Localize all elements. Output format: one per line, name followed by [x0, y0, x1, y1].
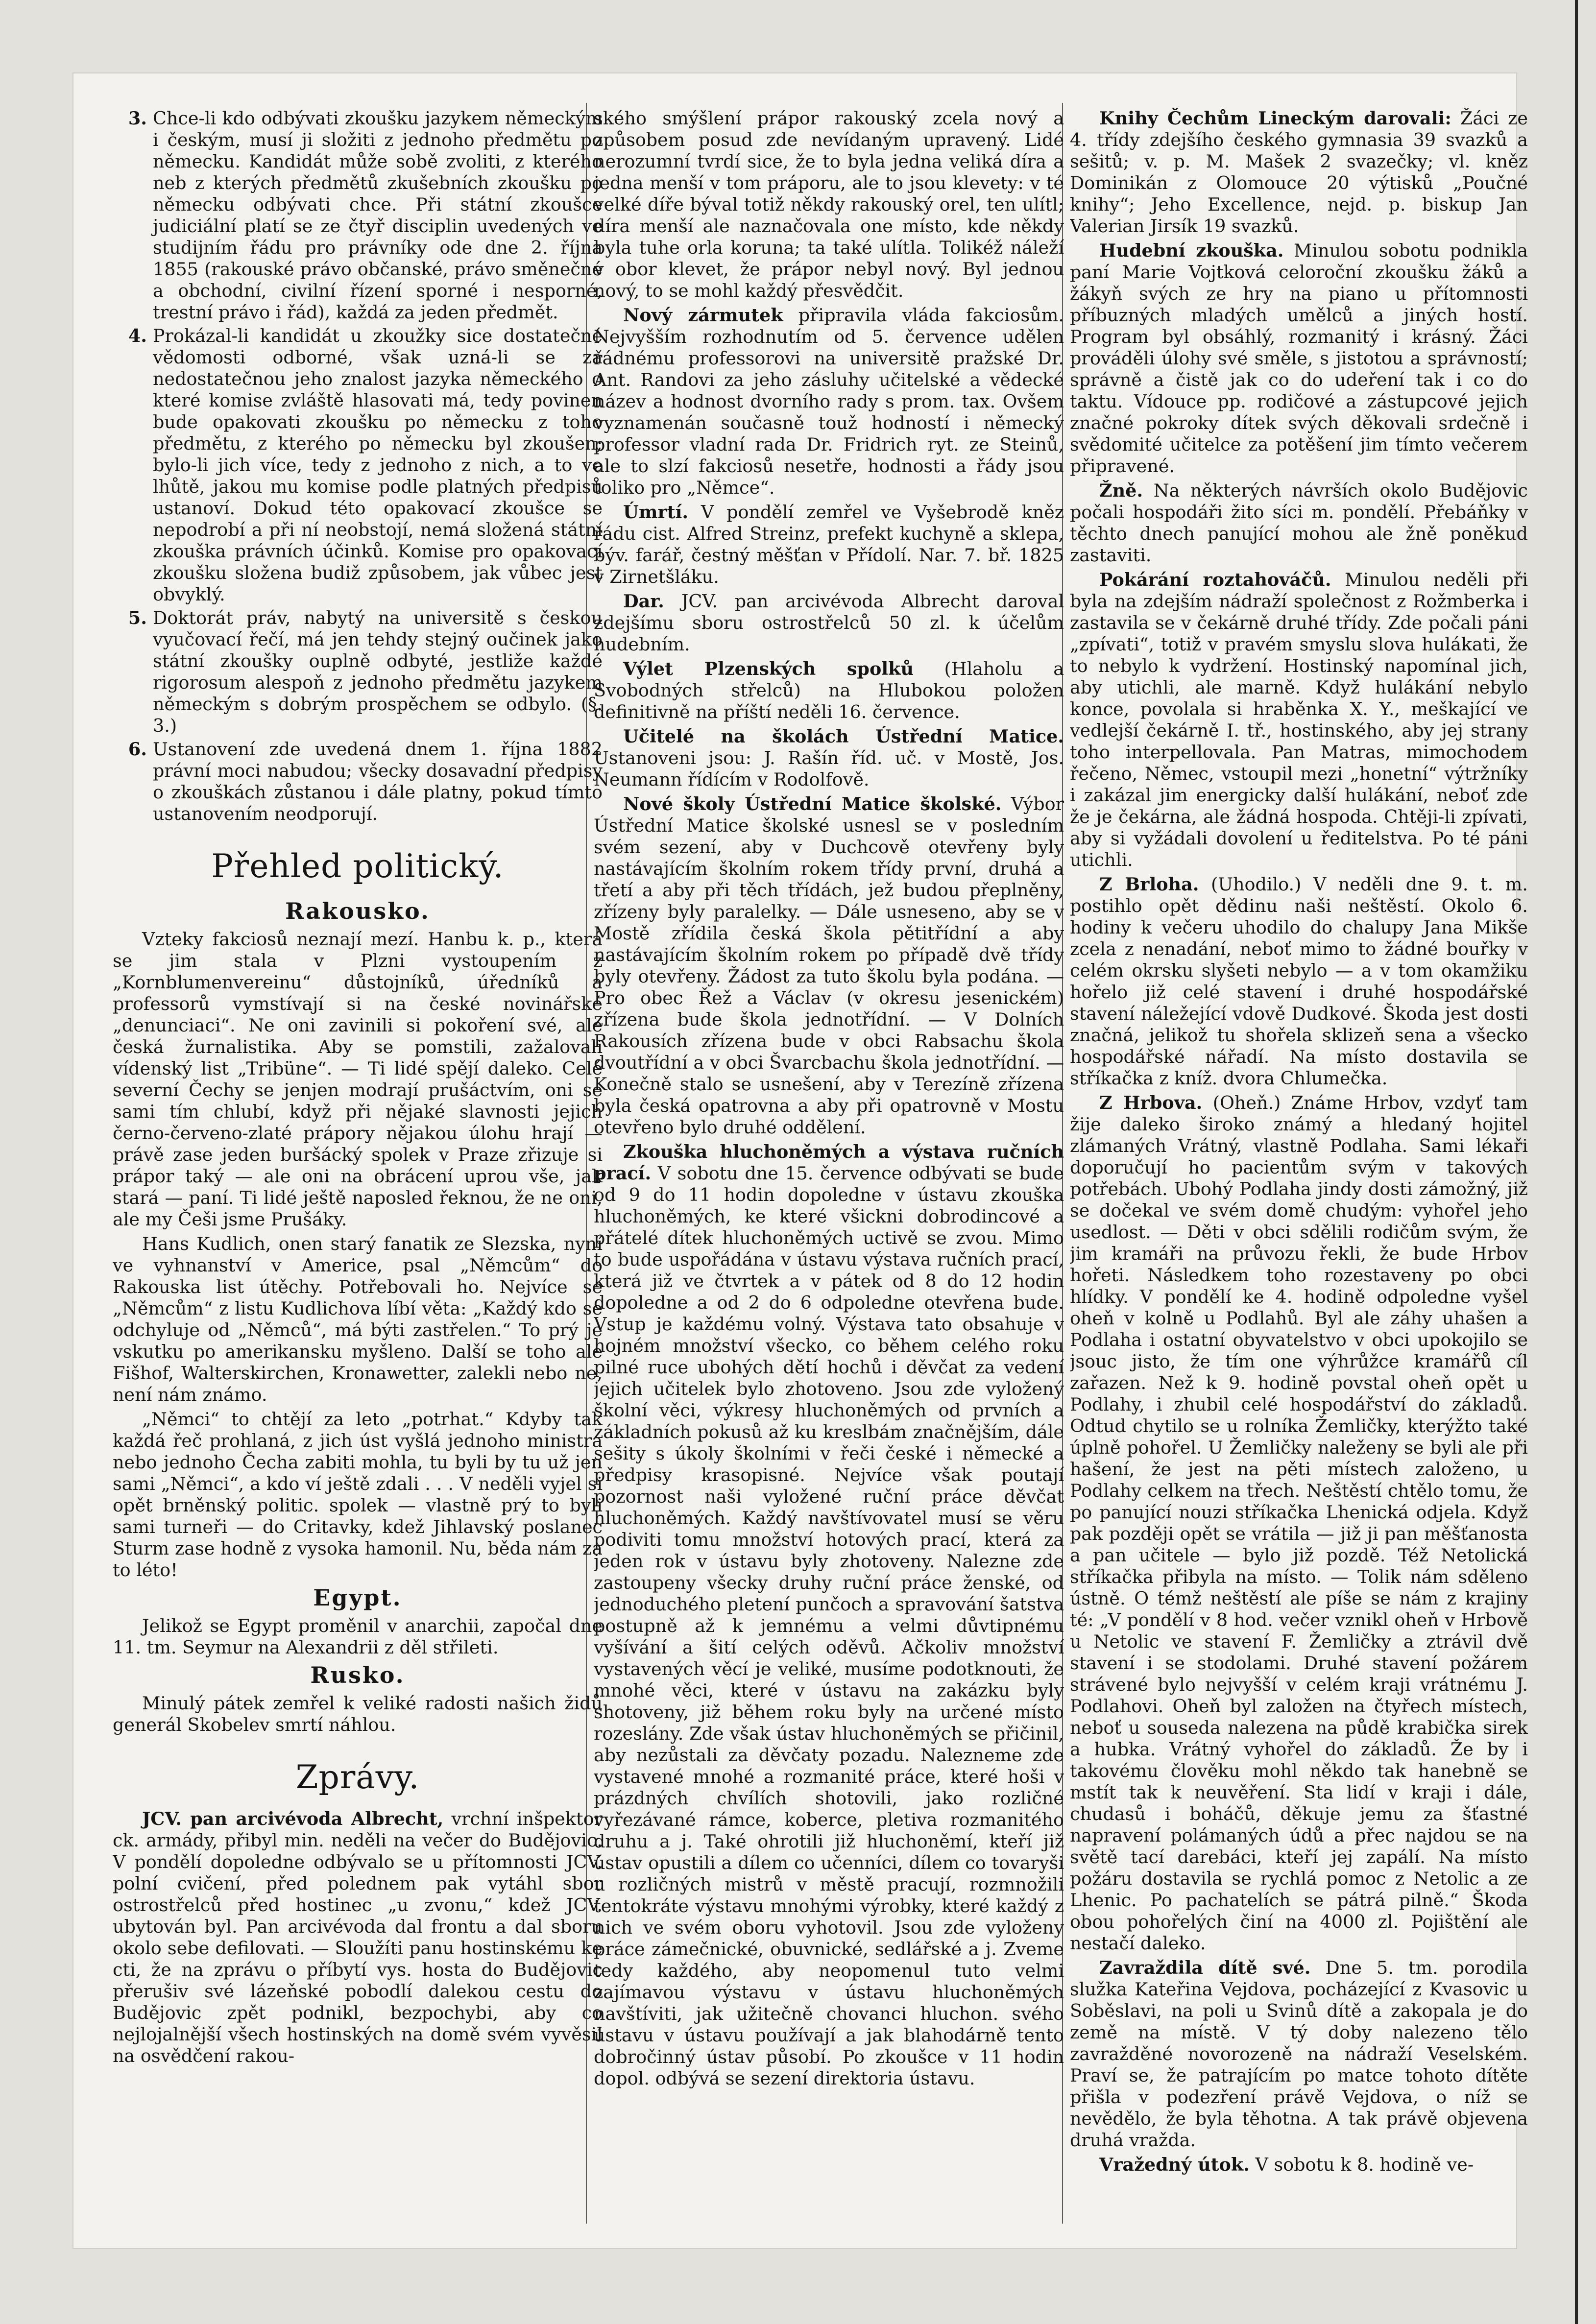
news-headline: JCV. pan arcivévoda Albrecht, — [142, 1808, 444, 1829]
article-paragraph: „Němci“ to chtějí za leto „potrhat.“ Kdyby tak každá řeč prohlaná, z jich úst vyšlá jednoho ministra nebo jednoho Čecha zabiti mohla, tu byli by tu už jen sami „Němci“, a kdo ví ještě zdali . . . V neděli vyjel si opět brněnský politic. spolek — vlastně prý to byli sami turneři — do Critavky, kdež Jihlavský poslanec Sturm zase hodně z vysoka hamonil. Nu, běda nám za to léto! — [113, 1409, 603, 1581]
news-headline: Vražedný útok. — [1099, 2154, 1250, 2175]
news-text: (Oheň.) Známe Hrbov, vzdyť tam žije daleko široko známý a hledaný hojitel zlámaných Vrátný, vlastně Podlaha. Sami lékaři doporučují ho pacientům svým v takových potřebách. Ubohý Podlaha jindy dosti zámožný, již se dočekal ve svém domě chudým: vyhořel jeho usedlost. — Děti v obci sdělili rodičům svým, že jim kramáři na průvozu řekli, že bude Hrbov hořeti. Následkem toho rozestaveny po obci hlídky. V pondělí ke 4. hodině odpoledne vyšel oheň v kolně u Podlahů. Byl ale záhy uhašen a Podlaha i ostatní obyvatelstvo v obci upokojilo se jsouc jisto, že tím one výhrůžce kramářů cíl zařazen. Než k 9. hodině povstal oheň opět u Podlahy, i zhubil celé hospodářství do základů. Odtud chytilo se u rolníka Žemličky, kterýžto také úplně pohořel. U Žemličky naleženy se byli ale při hašení, že jest na pěti místech založeno, u Podlahy celkem na třech. Neštěstí chtělo tomu, že po panující nouzi stříkačka Lhenická odjela. Když pak později opět se vrátila — již ji pan měšťanosta a pan učitele — bylo již pozdě. Též Netolická stříkačka přibyla na místo. — Tolik nám sděleno ústně. O témž neštěstí ale píše se nám z krajiny té: „V pondělí v 8 hod. večer vznikl oheň v Hrbově u Netolic ve stavení F. Žemličky a ztrávil dvě stavení i se stodolami. Druhé stavení požárem strávené bylo nejvyšší v celém kraji vrátnému J. Podlahovi. Oheň byl založen na čtyřech místech, neboť u souseda nalezena na půdě krabička sirek a hubka. Vrátný vyhořel do základů. Že by i takovému člověku mohl někdo tak hanebně se mstít tak k neuvěření. Sta lidí v kraji i dále, chudasů i boháčů, děkuje jemu za šťastné napravení polámaných údů a přec najdou se na světě tací darebáci, kteří jej zapálí. Na místo požáru dostavila se rychlá pomoc z Netolic a ze Lhenic. Po pachatelích se pátrá pilně.“ Škoda obou pohořelých činí na 4000 zl. Pojištění ale nestačí daleko. — [1070, 1092, 1528, 1954]
numbered-item — [113, 325, 603, 605]
item-text: Prokázal-li kandidát u zkoužky sice dostatečné vědomosti odborné, však uzná-li se za nedostatečnou jeho znalost jazyka německého o které komise zvláště hlasovati má, tedy povinen bude opakovati zkoušku po německu z toho předmětu, z kterého po německu byl zkoušen; bylo-li jich více, tedy z jednoho z nich, a to ve lhůtě, jakou mu komise podle platných předpisů ustanoví. Dokud této opakovací zkoušce se nepodrobí a při ní neobstojí, nemá složená státní zkouška právních účinků. Komise pro opakovací zkoušku složena budiž způsobem, jak vůbec jest obvyklý. — [153, 325, 603, 605]
news-headline: Z Hrbova. — [1099, 1092, 1203, 1113]
news-item — [1070, 1957, 1528, 2151]
news-text: (Uhodilo.) V neděli dne 9. t. m. postihlo opět dědinu naši neštěstí. Okolo 6. hodiny k večeru uhodilo do chalupy Jana Mikše zcela z nenadání, neboť mimo to žádné bouřky v celém okrsku slyšeti nebylo — a v tom okamžiku hořelo již celé stavení i druhé hospodářské stavení náležející vdově Dudkové. Škoda jest dosti značná, jelikož tu shořela sklizeň sena a všecko hospodářské nářadí. Na místo dostavila se stříkačka z kníž. dvora Chlumečka. — [1070, 874, 1528, 1089]
scan-edge-line — [1575, 0, 1578, 2324]
news-text: JCV. pan arcivévoda Albrecht daroval zdejšímu sboru ostrostřelců 50 zl. k účelům hudebním. — [594, 591, 1064, 655]
news-item — [1070, 1092, 1528, 1954]
newspaper-page — [73, 73, 1528, 2248]
numbered-item — [113, 607, 603, 737]
news-item — [1070, 240, 1528, 477]
news-headline: Pokárání roztahováčů. — [1099, 569, 1331, 590]
news-item — [594, 726, 1064, 791]
news-item — [1070, 2154, 1528, 2176]
article-paragraph: Minulý pátek zemřel k veliké radosti našich židů generál Skobelev smrtí náhlou. — [113, 1693, 603, 1735]
article-paragraph: Vztekу fakciosů neznají mezí. Hanbu k. p., která se jim stala v Plzni vystoupením z „Kornblumenvereinu“ důstojníků, úředníků a professorů vymstívají si na české novinářské „denunciaci“. Ne oni zavinili si pokoření své, ale česká žurnalistika. Aby se pomstili, zažalovali vídenský list „Tribüne“. — Ti lidé spějí daleko. Celé severní Čechy se jenjen modrají prušáctvím, oni se sami tím chlubí, když při nějaké slavnosti jejich černo-červeno-zlaté prápory nějakou úlohu hrají — právě zase jeden buršácký spolek v Praze zřizuje si prápor taký — ale oni na obrácení uprou vše, jak stará — paní. Ti lidé ještě naposled řeknou, že ne oni, ale my Češi jsme Prušáky. — [113, 929, 603, 1230]
news-headline: Knihy Čechům Lineckým darovali: — [1099, 108, 1451, 129]
news-text: Dne 5. tm. porodila služka Kateřina Vejdova, pocházející z Kvasovic u Soběslavi, na poli u Svinů dítě a zakopala je do země na místě. V tý doby nalezeno tělo zavražděné novorozeně na nádraží Veselském. Praví se, že patrajícím po matce tohoto dítěte přišla v podezření právě Vejdova, o níž se nevědělo, že byla těhotna. A tak právě objevena druhá vražda. — [1070, 1957, 1528, 2151]
column-right — [1070, 108, 1528, 2219]
news-headline: Zavraždila dítě své. — [1099, 1957, 1311, 1978]
item-number: 5. — [128, 607, 147, 628]
news-text: Na některých návrších okolo Budějovic počali hospodáři žito síci m. pondělí. Přebáňky v těchto dnech panující mohou ale žně poněkud zastaviti. — [1070, 480, 1528, 566]
news-text: Minulou sobotu podnikla paní Marie Vojtková celoroční zkoušku žáků a žákyň svých ze hry na piano u přítomnosti příbuzných mladých umělců a jiných hostí. Program byl obsáhlý, rozmanitý i krásný. Žáci prováděli úlohy své směle, s jistotou a správností; správně a čistě jak co do udeření tak i co do taktu. Vídouce pp. rodičové a zástupcové jejich značné pokroky dítek svých děkovali srdečně i svědomité učitelce za potěšení jim tímto večerem připravené. — [1070, 240, 1528, 477]
news-text: (Hlaholu a Svobodných střelců) na Hlubokou položen definitivně na příští neděli 16. července. — [594, 658, 1064, 722]
article-paragraph: Jelikož se Egypt proměnil v anarchii, započal dne 11. tm. Seymur na Alexandrii z děl střileti. — [113, 1615, 603, 1658]
news-item — [1070, 480, 1528, 566]
subhead-egypt: Egypt. — [313, 1584, 402, 1611]
item-number: 3. — [128, 108, 147, 129]
news-item — [594, 591, 1064, 655]
news-headline: Výlet Plzenských spolků — [623, 658, 914, 679]
article-paragraph: ského smýšlení prápor rakouský zcela nový a způsobem posud zde nevídaným upravený. Lidé nerozumní tvrdí sice, že to byla jedna veliká díra a jedna menší v tom práporu, ale to jsou klevety: v té velké díře býval totiž někdy rakouský orel, ten ulítl; díra menší ale naznačovala one místo, kde někdy byla tuhе orla koruna; ta také ulítla. Tolikéž náleží v obor klevet, že prápor nebyl nový. Byl jednou nový, to se mohl každý přesvědčit. — [594, 108, 1064, 301]
news-item — [594, 305, 1064, 499]
item-text: Chce-li kdo odbývati zkoušku jazykem německým i českým, musí ji složiti z jednoho předmětu po německu. Kandidát může sobě zvoliti, z kterého neb z kterých předmětů zkušebních zkoušku po německu odbývati chce. Při státní zkoušce judiciální platí se ze čtyř disciplin uvedených ve studijním řádu pro právníky ode dne 2. října 1855 (rakouské právo občanské, právo směnečné a obchodní, civilní řízení sporné i nesporné, trestní právo i řád), každá za jeden předmět. — [153, 108, 603, 323]
item-number: 6. — [128, 739, 147, 760]
item-text: Doktorát práv, nabytý na universitě s českou vyučovací řečí, má jen tehdy stejný oučinek jako státní zkoušky ouplně odbyté, jestliže každé rigorosum alespoň z jednoho předmětu jazykem německým s dobrým prospěchem se odbylo. (§. 3.) — [153, 607, 603, 736]
news-headline: Zkouška hluchoněmých a výstava ručních prací. — [594, 1141, 1064, 1184]
column-middle — [594, 108, 1064, 2219]
news-item — [594, 1141, 1064, 2089]
news-headline: Nové školy Ústřední Matice školské. — [623, 793, 1002, 815]
news-text: V sobotu k 8. hodině ve- — [1255, 2154, 1474, 2175]
section-title-politics: Přehled politický. — [211, 847, 504, 885]
news-item — [113, 1808, 603, 2067]
news-text: Ustanoveni jsou: J. Rašín říd. uč. v Mostě, Jos. Neumann řídícím v Rodolfově. — [594, 747, 1064, 790]
subhead-rakousko: Rakousko. — [285, 898, 430, 924]
news-headline: Z Brloha. — [1099, 874, 1199, 895]
news-headline: Žně. — [1099, 480, 1143, 501]
news-text: připravila vláda fakciosům. Nejvyšším rozhodnutím od 5. července udělen řádnému professorovi na universitě pražské Dr. Ant. Randovi za jeho zásluhy učitelské a vědecké název a hodnost dvorního rady s prom. tax. Ovšem vyznamenán současně touž hodností i německý professor vladní rada Dr. Fridrich ryt. ze Steinů, ale to slzí fakciosů nesetře, hodnosti a řády jsou toliko pro „Němce“. — [594, 305, 1064, 498]
subhead-rusko: Rusko. — [310, 1662, 405, 1688]
numbered-item — [113, 739, 603, 825]
news-headline: Úmrtí. — [623, 502, 689, 523]
news-text: Minulou neděli při byla na zdejším nádraží společnost z Rožmberka i zastavila se v čekárně druhé třídy. Zde počali páni „zpívati“, totiž v pravém smyslu slova hulákati, že to nebylo k vydržení. Hostinský napomínal jich, aby utichli, ale marně. Když hulákání nebylo konce, povolala si hraběnka X. Y., meškající ve vedlejší čekárně I. tř., hostinského, aby jej strany toho interpellovala. Pan Matras, mimochodem řečeno, Němec, vstoupil mezi „honetní“ výtržníky i zakázal jim energicky další hulákání, neboť zde že je čekárna, ale žádná hospoda. Chtěji-li zpívati, aby si vyžádali dovolení u ředitelstva. Po té páni utichli. — [1070, 569, 1528, 870]
news-text: vrchní inšpektor ck. armády, přibyl min. neděli na večer do Budějovic. V pondělí dopoledne odbývalo se u přítomnosti JCV. polní cvičení, před polednem pak vytáhl sbor ostrostřelců před hostinec „u zvonu,“ kdež JCV. ubytován byl. Pan arcivévoda dal frontu a dal sboru okolo sebe defilovati. — Sloužíti panu hostinskému ke cti, že na zprávu o příbytí vys. hosta do Budějovic přerušiv své lázeňské pobodlí dalekou cestu do Budějovic zpět podnikl, bezpochybi, aby co nejlojalnější všech hostinských na domě svém vyvěsil na osvědčení rakou- — [113, 1808, 603, 2066]
news-item — [594, 502, 1064, 588]
news-text: Žáci ze 4. třídy zdejšího českého gymnasia 39 svazků a sešitů; v. p. M. Mašek 2 svazečky; vl. kněz Dominikán z Olomouce 20 výtisků „Poučné knihy“; Jeho Excellence, nejd. p. biskup Jan Valerian Jirsík 19 svazků. — [1070, 108, 1528, 237]
article-paragraph: Hans Kudlich, onen starý fanatik ze Slezska, nyní ve vyhnanství v Americe, psal „Němcům“ do Rakouska list útěchy. Potřebovali ho. Nejvíce se „Němcům“ z listu Kudlichova líbí věta: „Každý kdo se odchyluje od „Němců“, má býti zastřelen.“ To prý je vskutku po amerikansku myšleno. Další se toho ale Fišhof, Walterskirchen, Kronawetter, zalekli nebo ne, není nám známo. — [113, 1233, 603, 1405]
numbered-item — [113, 108, 603, 323]
news-text: V pondělí zemřel ve Vyšebrodě kněz řádu cist. Alfred Streinz, prefekt kuchyně a sklepa, býv. farář, čestný měšťan v Přídolí. Nar. 7. bř. 1825 v Zirnetšláku. — [594, 502, 1064, 587]
section-title-news: Zprávy. — [295, 1758, 420, 1796]
column-left — [113, 108, 603, 2219]
news-item — [594, 793, 1064, 1138]
news-text: Výbor Ústřední Matice školské usnesl se v posledním svém sezení, aby v Duchcově otevřeny byly nastávajícím školním rokem třídy první, druhá a třetí a aby při těch třídách, jež budou přeplněny, zřízeny byly paralelky. — Dále usneseno, aby se v Mostě zřídila česká škola pětitřídní a aby nastávajícím školním rokem po případě dvě třídy byly otevřeny. Žádost za tuto školu byla podána. — Pro obec Řež a Václav (v okresu jesenickém) zřízena bude škola jednotřídní. — V Dolních Rakousích zřízena bude v obci Rabsachu škola dvoutřídní a v obci Švarcbachu škola jednotřídní. — Konečně stalo se usnešení, aby v Terezíně zřízena byla česká opatrovna a aby při opatrovně v Mostu otevřeno bylo druhé oddělení. — [594, 793, 1064, 1138]
news-text: V sobotu dne 15. července odbývati se bude od 9 do 11 hodin dopoledne v ústavu zkouška hluchoněmých, ke které všickni dobrodincové a přátelé dítek hluchoněmých uctivě se zvou. Mimo to bude uspořádána v ústavu výstava ručních prací, která již ve čtvrtek a v pátek od 8 do 12 hodin dopoledne a od 2 do 6 odpoledne otevřena bude. Vstup je každému volný. Výstava tato obsahuje v hojném množství všecko, co během celého roku pilné ruce ubohých dětí hochů i děvčat za vedení jejich učitelek bylo zhotoveno. Jsou zde vyložený školní věci, výkresy hluchoněmých od prvních a základních pokusů až ku kreslbám značnějším, dále sešity s úkoly školními v řeči české i německé a předpisy krasopisné. Nejvíce však poutají pozornost naši vyložené ruční práce děvčat hluchoněmých. Každý navštívovatel musí se věru podiviti tomu množství hotových prací, která za jeden rok v ústavu byly zhotoveny. Nalezne zde zastoupeny všecky druhy ruční práce ženské, od jednoduchého pletení punčoch a spravování šatstva postupně až k jemnému a velmi důvtipnému vyšívání a šití celých oděvů. Ačkoliv množství vystavených věcí je veliké, musíme podotknouti, že mnohé věci, které v ústavu na zakázku byly shotoveny, již během roku byly na určené místo rozeslány. Zde však ústav hluchoněmých se přičinil, aby nezůstali za děvčaty pozadu. Nalezneme zde vystavené mnohé a rozmanité práce, které hoši v prázdných chvílích shotovili, jako rozličné vyřezávané rámce, koberce, pletiva rozmanitého druhu a j. Také ohrotili již hluchoněmí, kteří již ústav opustili a dílem co učenníci, dílem co tovaryši u rozličných mistrů v městě pracují, rozmnožili tentokráte výstavu mnohými výrobky, které každý z nich ve svém oboru vyhotovil. Jsou zde vyloženy práce zámečnické, obuvnické, sedlářské a j. Zveme tedy každého, aby neopomenul tuto velmi zajímavou výstavu v ústavu hluchoněmých navštíviti, jak užitečně chovanci hluchon. svého ústavu v ústavu používají a jak blahodárně tento dobročinný ústav působí. Po zkoušce v 11 hodin dopol. odbývá se sezení direktoria ústavu. — [594, 1163, 1064, 2089]
news-item — [594, 658, 1064, 723]
news-headline: Nový zármutek — [623, 305, 783, 326]
news-headline: Dar. — [623, 591, 664, 612]
news-item — [1070, 569, 1528, 871]
item-number: 4. — [128, 325, 147, 346]
news-headline: Hudební zkouška. — [1099, 240, 1284, 261]
news-headline: Učitelé na školách Ústřední Matice. — [623, 726, 1064, 747]
news-item — [1070, 108, 1528, 237]
news-item — [1070, 874, 1528, 1089]
item-text: Ustanovení zde uvedená dnem 1. října 1882 právní moci nabudou; všecky dosavadní předpisy o zkouškách zůstanou i dále platny, pokud tímto ustanovením neodporují. — [153, 739, 603, 824]
